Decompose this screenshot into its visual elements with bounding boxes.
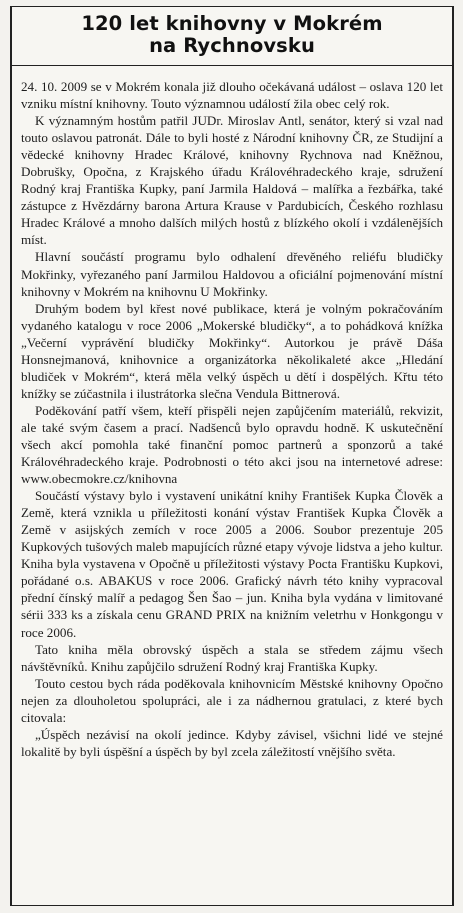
paragraph-date-intro: 24. 10. 2009 se v Mokrém konala již dlouho očekávaná událost – oslava 120 let vzniku místní knihovny. Touto významnou událostí žila obec celý rok. (21, 79, 443, 112)
title-line-2: na Rychnovsku (149, 34, 315, 57)
newspaper-clipping (10, 6, 454, 906)
paragraph-kupka-book: Součástí výstavy bylo i vystavení unikátní knihy František Kupka Člověk a Země, která vznikla u příležitosti konání výstav František Kupka Člověk a Země v asijských zemích v roce 2005 a 2006. Soubor prezentuje 205 Kupkových tušových maleb mapujících různé etapy vývoje lidstva a jeho kultur. Kniha byla vystavena v Opočně u příležitosti výstavy Pocta Františku Kupkovi, pořádané o.s. ABAKUS v roce 2006. Grafický návrh této knihy vypracoval přední čínský malíř a pedagog Šen Šao – jun. Kniha byla vydána v limitované sérii 333 ks a získala cenu GRAND PRIX na knižním veletrhu v Honkgongu v roce 2006. (21, 488, 443, 640)
paragraph-guests: K významným hostům patřil JUDr. Miroslav Antl, senátor, který si vzal nad touto oslavou patronát. Dále to byli hosté z Národní knihovny ČR, ze Studijní a vědecké knihovny Hradec Králové, knihovny Rychnova nad Kněžnou, Dobrušky, Opočna, z Krajského úřadu Královéhradeckého kraje, sdružení Rodný kraj Františka Kupky, paní Jarmila Haldová – malířka a řezbářka, také zástupce z Hvězdárny barona Artura Krause v Pardubicích, Českého rozhlasu Hradec Králové a mnoho dalších milých hostů z blízkého okolí i vzdálenějších míst. (21, 113, 443, 248)
article-body (12, 78, 452, 760)
title-line-1: 120 let knihovny v Mokrém (81, 12, 383, 35)
paragraph-gratitude: Touto cestou bych ráda poděkovala knihovnicím Městské knihovny Opočno nejen za dlouholetou spolupráci, ale i za nádhernou gratulaci, z které bych citovala: (21, 675, 443, 725)
paragraph-quote: „Úspěch nezávisí na okolí jedince. Kdyby závisel, všichni lidé ve stejné lokalitě by byli úspěšní a úspěch by byl zcela záležitostí vnějšího světa. (21, 726, 443, 759)
paragraph-relief: Hlavní součástí programu bylo odhalení dřevěného reliéfu bludičky Mokřinky, vyřezaného paní Jarmilou Haldovou a oficiální pojmenování místní knihovny v Mokrém na knihovnu U Mokřinky. (21, 249, 443, 299)
title-rule (12, 65, 452, 66)
paragraph-book-launch: Druhým bodem byl křest nové publikace, která je volným pokračováním vydaného katalogu v roce 2006 „Mokerské bludičky“, a to pohádková knížka „Večerní vyprávění bludičky Mokřinky“. Autorkou je právě Dáša Honsnejmanová, knihovnice a organizátorka několikaleté akce „Hledání bludiček v Mokrém“, která měla velký úspěch u dětí i dospělých. Křtu této knížky se zúčastnila i ilustrátorka slečna Vendula Bittnerová. (21, 300, 443, 401)
top-rule (12, 6, 452, 7)
bottom-rule (12, 905, 452, 906)
paragraph-success: Tato kniha měla obrovský úspěch a stala se středem zájmu všech návštěvníků. Knihu zapůjčilo sdružení Rodný kraj Františka Kupky. (21, 641, 443, 674)
paragraph-thanks: Poděkování patří všem, kteří přispěli nejen zapůjčením materiálů, rekvizit, ale také svým časem a prací. Nadšenců bylo opravdu hodně. K uskutečnění všech akcí pomohla také finanční pomoc partnerů a sponzorů a také Královéhradeckého kraje. Podrobnosti o této akci jsou na internetové adrese: www.obecmokre.cz/knihovna (21, 402, 443, 487)
article-title (12, 13, 452, 57)
